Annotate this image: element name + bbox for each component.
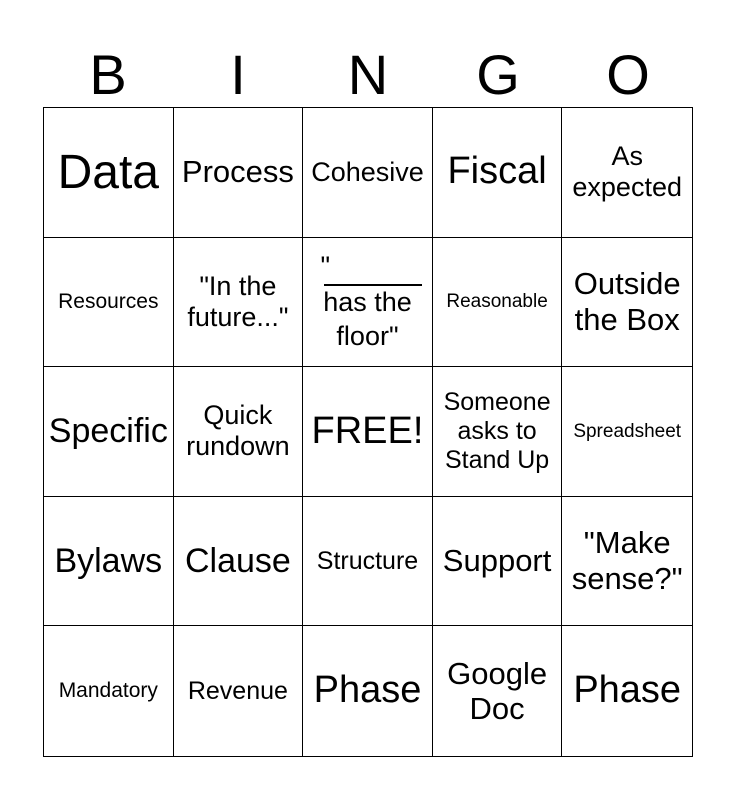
bingo-cell[interactable]: Phase [303,626,433,756]
bingo-cell[interactable]: Specific [44,367,174,497]
header-letter-o: O [606,43,650,106]
bingo-header [43,42,693,108]
bingo-cell[interactable]: Outside the Box [562,238,692,368]
bingo-cell[interactable]: Spreadsheet [562,367,692,497]
bingo-cell[interactable]: Phase [573,669,682,712]
bingo-cell[interactable]: Google Doc [433,626,563,756]
bingo-cell[interactable]: Support [433,497,563,627]
bingo-cell[interactable]: "In the future..." [174,238,304,368]
bingo-free-space[interactable]: FREE! [303,367,433,497]
bingo-cell[interactable]: Revenue [174,626,304,756]
header-letter-b: B [89,43,127,106]
bingo-cell[interactable]: Mandatory [44,626,174,756]
bingo-cell[interactable]: Structure [303,497,433,627]
header-letter-i: I [230,43,246,106]
bingo-cell[interactable]: As expected [562,108,692,238]
bingo-cell[interactable]: Process [174,108,304,238]
header-letter-g: G [476,43,520,106]
bingo-cell[interactable]: Resources [44,238,174,368]
bingo-cell[interactable]: Someone asks to Stand Up [433,367,563,497]
bingo-cell[interactable]: Fiscal [433,108,563,238]
bingo-cell[interactable]: Reasonable [433,238,563,368]
header-letter-n: N [347,43,389,106]
bingo-cell[interactable]: "Make sense?" [562,497,692,627]
bingo-cell[interactable]: " has the floor" [303,238,433,368]
bingo-cell[interactable]: Data [44,108,174,238]
bingo-cell[interactable]: Clause [174,497,304,627]
bingo-cell[interactable]: Cohesive [303,108,433,238]
bingo-board [43,107,693,757]
bingo-cell[interactable]: Bylaws [44,497,174,627]
bingo-cell[interactable]: Quick rundown [174,367,304,497]
